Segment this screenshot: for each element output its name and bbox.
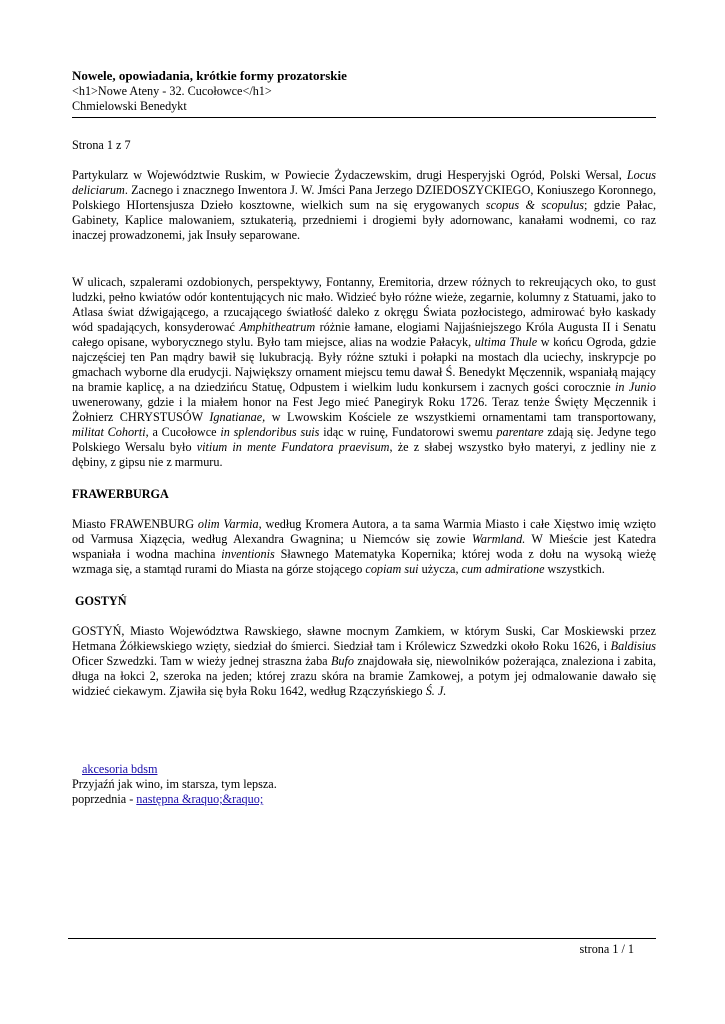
section-heading-frawerburga: FRAWERBURGA	[72, 487, 169, 501]
collection-title: Nowele, opowiadania, krótkie formy prozatorskie	[72, 68, 347, 83]
body-paragraph	[72, 517, 656, 577]
page-indicator-block	[72, 138, 656, 153]
document-page	[72, 68, 656, 114]
italic-phrase: Amphitheatrum	[239, 320, 316, 334]
text-run: idąc w ruinę, Fundatorowi swemu	[319, 425, 497, 439]
italic-phrase: olim Varmia	[197, 517, 259, 531]
italic-phrase: in splendoribus suis	[220, 425, 320, 439]
text-run: użycza,	[418, 562, 462, 576]
italic-phrase: cum admiratione	[461, 562, 545, 576]
text-run: W ulicach, szpalerami ozdobionych, perspektywy, Fontanny, Eremitoria, drzew różnych to rekreujących oko, to gust ludzki, pełno kwiatów odór kontentujących nic mało. Widzieć było różne wieże, zegarnie, kolumny z Statuami, jako to Atlasa świat dźwigającego, a rzucającego światłość daleko z okręgu Świata pozłocistego, admirować było kaskady wód spadających, konsyderować	[72, 275, 656, 334]
italic-phrase: militat Cohorti	[72, 425, 146, 439]
italic-phrase: Bufo	[330, 654, 354, 668]
text-run: zdają się. Jedyne tego Polskiego Wersalu było	[72, 425, 656, 454]
text-run: ; gdzie Pałac, Gabinety, Kaplice malowaniem, sztukaterią, przedniemi i drogiemi były adornowanc, kanałami wodnemi, co raz inaczej prowadzonemi, jak Insuły separowane.	[72, 198, 656, 242]
text-run: znajdowała się, niewolników pożerająca, znaleziona i zabita, długa na łokci 2, szeroka na jeden; której zrazu skóra na bramie Zamkowej, a potym jej odmalowanie dawało się widzieć ciekawym. Zjawiła się była Roku 1642, według Rzączyńskiego	[72, 654, 656, 698]
text-run: Oficer Szwedzki. Tam w wieży jednej straszna żaba	[72, 654, 331, 668]
italic-phrase: Warmland.	[471, 532, 526, 546]
prev-next-nav	[72, 792, 656, 807]
italic-phrase: Locus deliciarum	[72, 168, 656, 197]
italic-phrase: Ignatianae,	[209, 410, 266, 424]
footer-links	[72, 762, 656, 807]
paragraph-gostyn	[72, 624, 656, 699]
text-run: uwenerowany, gdzie i la miałem honor na Fest Jego mieć Panegiryk Roku 1726. Teraz tenże Święty Męczennik i Żołnierz CHRYSTUSÓW	[72, 395, 656, 424]
text-run: , że z słabej wszystko było materyi, z jedliny nie z dębiny, z gipsu nie z marmuru.	[72, 440, 657, 469]
proverb-text: Przyjaźń jak wino, im starsza, tym lepsza.	[72, 777, 277, 791]
italic-phrase: vitium in mente Fundatora praevisum	[196, 440, 390, 454]
body-paragraph	[72, 168, 656, 243]
section-gostyn	[72, 594, 656, 609]
text-run: Partykularz w Województwie Ruskim, w Powiecie Żydaczewskim, drugi Hesperyjski Ogród, Polski Wersal,	[72, 168, 627, 182]
text-run: GOSTYŃ, Miasto Województwa Rawskiego, sławne mocnym Zamkiem, w którym Suski, Car Moskiewski przez Hetmana Żółkiewskiego wzięty, siedział do śmierci. Siedział tam i Królewicz Szwedzki około Roku 1626, i	[72, 624, 656, 653]
text-run: , a Cucołowce	[145, 425, 221, 439]
footer-rule	[68, 938, 656, 939]
paragraph-frawenburg	[72, 517, 656, 577]
section-frawerburga	[72, 487, 656, 502]
italic-phrase: in Junio	[615, 380, 656, 394]
next-link[interactable]: następna &raquo;&raquo;	[136, 792, 264, 806]
paragraph-partykularz	[72, 168, 656, 243]
text-run: wszystkich.	[544, 562, 605, 576]
author-name: Chmielowski Benedykt	[72, 99, 187, 113]
italic-phrase: ultima Thule	[474, 335, 538, 349]
italic-phrase: scopus & scopulus	[485, 198, 584, 212]
paragraph-ulice	[72, 275, 656, 470]
section-heading-gostyn: GOSTYŃ	[72, 594, 127, 608]
accessory-link[interactable]: akcesoria bdsm	[82, 762, 158, 776]
italic-phrase: copiam sui	[365, 562, 419, 576]
body-paragraph	[72, 275, 656, 470]
prev-label: poprzednia -	[72, 792, 137, 806]
text-run: w Lwowskim Kościele ze wszystkiemi ornamentami tam transportowany,	[265, 410, 656, 424]
text-run: . Zacnego i znacznego Inwentora J. W. Jmści Pana Jerzego DZIEDOSZYCKIEGO, Koniuszego Koronnego, Polskiego HIortensjusza Dzieło kosztowne, wielkich sum na się erygowanych	[72, 183, 656, 212]
text-run: Miasto FRAWENBURG	[72, 517, 198, 531]
text-run: W Mieście jest Katedra wspaniała i wodna machina	[72, 532, 656, 561]
text-run: różnie łamane, elogiami Najjaśniejszego Króla Augusta II i Senatu całego opisane, wyborycznego stylu. Było tam miejsce, alias na wodzie Pałacyk,	[72, 320, 656, 349]
italic-phrase: Ś. J.	[425, 684, 447, 698]
page-indicator: Strona 1 z 7	[72, 138, 131, 152]
page-footer: strona 1 / 1	[579, 942, 634, 956]
italic-phrase: Baldisius	[610, 639, 656, 653]
text-run: w końcu Ogroda, gdzie najczęściej ten Pan mądry bawił się lukubracją. Były różne sztuki i połapki na mostach dla uciechy, inskrypcje po gmachach wyborne dla erudycji. Największy ornament miejscu temu dawał Ś. Benedykt Męczennik, wspaniałą mający na bramie kaplicę, a na dziedzińcu Statuę, Odpustem i wielkim ludu konkursem i zacnych gości corocznie	[72, 335, 657, 394]
text-run: , według Kromera Autora, a ta sama Warmia Miasto i całe Xięstwo imię wzięto od Varmusa Xiązęcia, według Alexandra Gwagnina; u Niemców się zowie	[72, 517, 656, 546]
header-rule	[72, 117, 656, 118]
italic-phrase: inventionis	[221, 547, 275, 561]
work-title: <h1>Nowe Ateny - 32. Cucołowce</h1>	[72, 84, 272, 98]
body-paragraph	[72, 624, 656, 699]
italic-phrase: parentare	[496, 425, 544, 439]
text-run: Sławnego Matematyka Kopernika; której woda z dołu na wysoką wieżę wzmaga się, a stamtąd rurami do Miasta na górze stojącego	[72, 547, 656, 576]
